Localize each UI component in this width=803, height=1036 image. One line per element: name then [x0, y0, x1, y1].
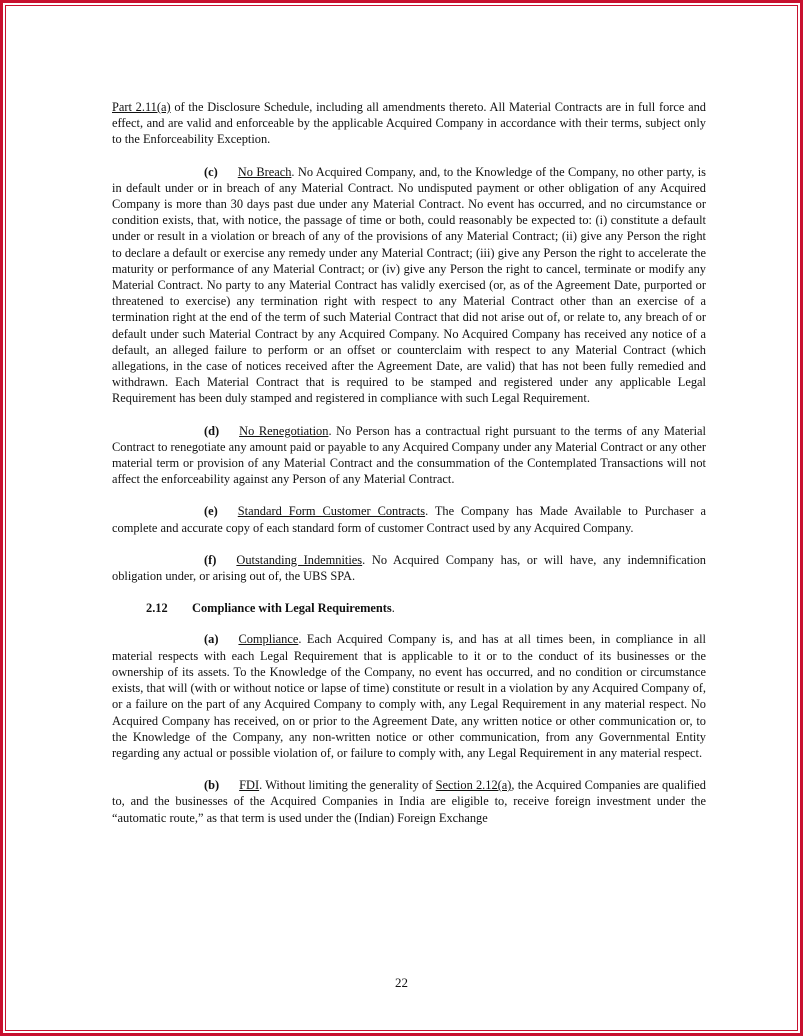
clause-title: Outstanding Indemnities — [236, 552, 363, 567]
paragraph-text: . No Acquired Company, and, to the Knowledge of the Company, no other party, is in default under or in breach of any Material Contract. No undisputed payment or other obligation of any Acquired Company is more than 30 days past due under any Material Contract. No event has occurred, and no circumstance or condition exists, that, with notice, the passage of time or both, could reasonably be expected to: (i) constitute a default under or result in a violation or breach of any of the provisions of any Material Contract; (ii) give any Person the right to declare a default or exercise any remedy under any Material Contract; (iii) give any Person the right to accelerate the maturity or performance of any Material Contract; or (iv) give any Person the right to cancel, terminate or modify any Material Contract. No party to any Material Contract has validly exercised (or, as of the Agreement Date, purported or threatened to exercise) any termination right with respect to any Material Contract other than an exercise of a termination right at the end of the term of such Material Contract that did not arise out of, or relate to, any breach of or default under such Material Contract by any Acquired Company. No Acquired Company has received any notice of a default, an alleged failure to perform or an offset or counterclaim with respect to any Material Contract (which allegations, in the case of notices received after the Agreement Date, are valid) that has not been fully remedied and withdrawn. Each Material Contract that is required to be stamped and registered under any applicable Legal Requirement has been duly stamped and registered in compliance with such Legal Requirement. — [112, 164, 706, 406]
section-title-period: . — [391, 601, 395, 616]
paragraph-text-continued: , the Acquired Companies are qualified to, and the businesses of the Acquired Companies in India are eligible to, receive foreign investment under the “automatic route,” as that term is used under the (Indian) Foreign Exchange — [112, 778, 707, 825]
clause-label: (c) — [204, 164, 218, 179]
clause-label: (a) — [204, 632, 219, 647]
paragraph-2-12b-fdi — [112, 777, 706, 826]
cross-reference-section-2-12a: Section 2.12(a) — [435, 778, 512, 793]
document-body — [112, 99, 706, 842]
section-number: 2.12 — [146, 601, 168, 616]
section-title: Compliance with Legal Requirements — [192, 601, 392, 616]
clause-title: Standard Form Customer Contracts — [237, 504, 426, 519]
section-heading-2-12 — [146, 600, 706, 616]
paragraph-text: . No Person has a contractual right pursuant to the terms of any Material Contract to renegotiate any amount paid or payable to any Acquired Company under any Material Contract or any other material term or provision of any Material Contract and the consummation of the Contemplated Transactions will not affect the enforceability against any Person of any Material Contract. — [112, 423, 706, 487]
paragraph-2-12a-compliance — [112, 631, 706, 761]
paragraph-text: . The Company has Made Available to Purchaser a complete and accurate copy of each standard form of customer Contract used by any Acquired Company. — [112, 504, 706, 535]
clause-label: (e) — [204, 504, 218, 519]
paragraph-text: . No Acquired Company has, or will have, any indemnification obligation under, or arising out of, the UBS SPA. — [112, 552, 707, 584]
clause-title: No Breach — [237, 164, 292, 179]
paragraph-c-no-breach — [112, 164, 706, 407]
paragraph-d-no-renegotiation — [112, 423, 706, 488]
paragraph-intro — [112, 99, 706, 148]
clause-label: (b) — [204, 778, 220, 793]
clause-title: Compliance — [238, 632, 299, 647]
clause-title: FDI — [239, 778, 260, 793]
paragraph-f-outstanding-indemnities — [112, 552, 706, 584]
clause-title: No Renegotiation — [239, 423, 329, 438]
paragraph-text: of the Disclosure Schedule, including all amendments thereto. All Material Contracts are in full force and effect, and are valid and enforceable by the applicable Acquired Company in accordance with their terms, subject only to the Enforceability Exception. — [112, 100, 706, 147]
cross-reference-part-2-11a: Part 2.11(a) — [112, 100, 171, 114]
paragraph-e-standard-form — [112, 503, 706, 535]
clause-label: (d) — [204, 423, 220, 438]
paragraph-text: . Each Acquired Company is, and has at all times been, in compliance in all material respects with each Legal Requirement that is applicable to it or to the conduct of its businesses or the ownership of its assets. To the Knowledge of the Company, no event has occurred, and no condition or circumstance exists, that will (with or without notice or lapse of time) constitute or result in a violation by any Acquired Company of, or a failure on the part of any Acquired Company to comply with, any Legal Requirement in any material respect. No Acquired Company has received, on or prior to the Agreement Date, any written notice or other communication or, to the Knowledge of the Company, any non-written notice or other communication, from any Governmental Entity regarding any actual or possible violation of, or failure to comply with, any Legal Requirement in any material respect. — [112, 632, 706, 760]
clause-label: (f) — [204, 552, 217, 567]
paragraph-text: . Without limiting the generality of — [259, 778, 436, 793]
page-number: 22 — [395, 975, 408, 990]
